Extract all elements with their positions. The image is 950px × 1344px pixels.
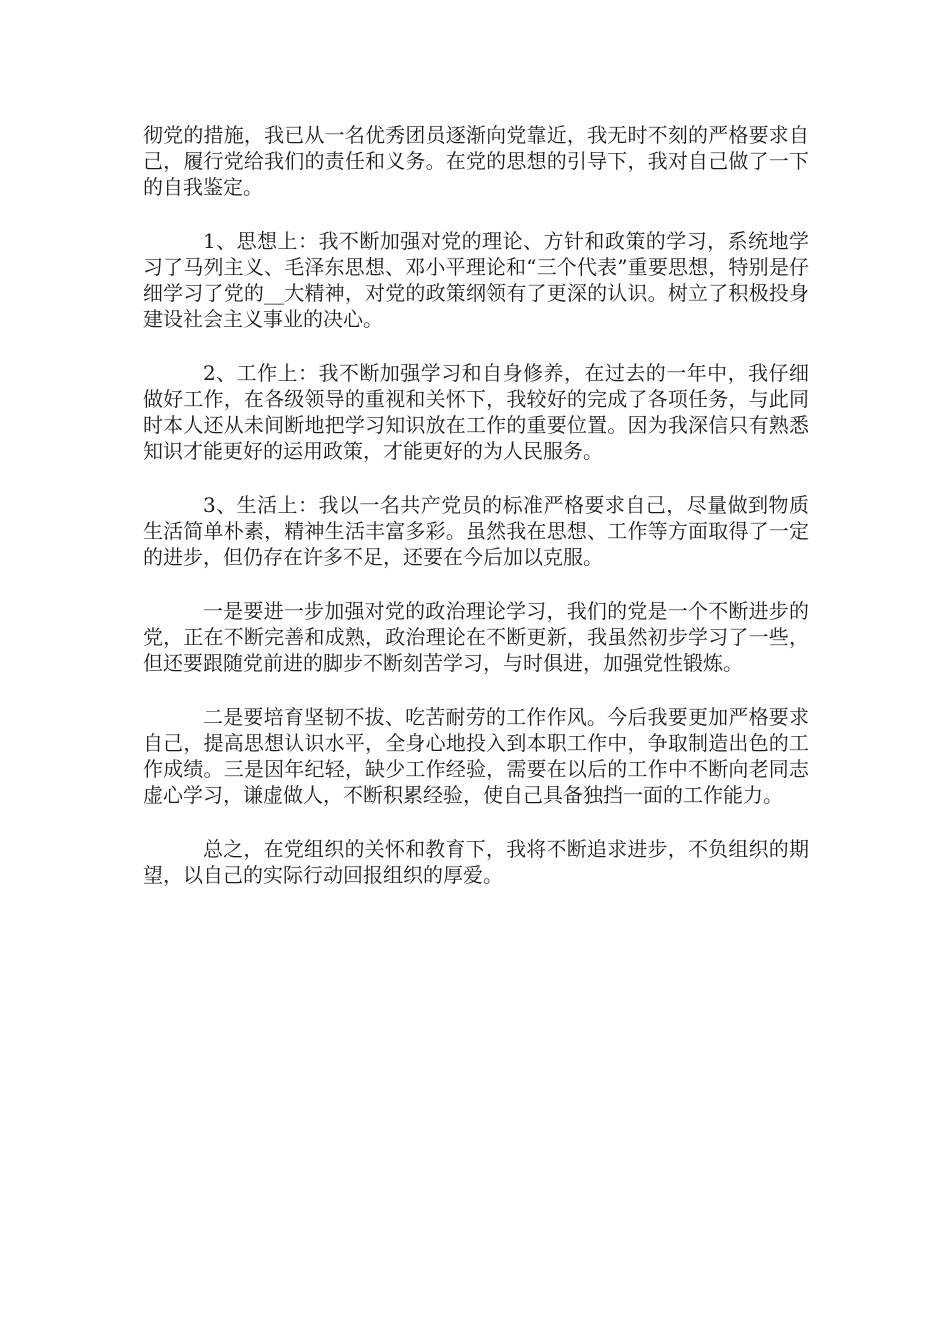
paragraph-life: 3、生活上：我以一名共产党员的标准严格要求自己，尽量做到物质生活简单朴素，精神生活丰富多彩。虽然我在思想、工作等方面取得了一定的进步，但仍存在许多不足，还要在今后加以克服。 bbox=[143, 493, 809, 569]
paragraph-improvement-one: 一是要进一步加强对党的政治理论学习，我们的党是一个不断进步的党，正在不断完善和成熟，政治理论在不断更新，我虽然初步学习了一些，但还要跟随党前进的脚步不断刻苦学习，与时俱进，加强党性锻炼。 bbox=[143, 599, 809, 675]
paragraph-thought: 1、思想上：我不断加强对党的理论、方针和政策的学习，系统地学习了马列主义、毛泽东思想、邓小平理论和“三个代表”重要思想，特别是仔细学习了党的__大精神，对党的政策纲领有了更深的认识。树立了积极投身建设社会主义事业的决心。 bbox=[143, 229, 809, 331]
paragraph-intro: 彻党的措施，我已从一名优秀团员逐渐向党靠近，我无时不刻的严格要求自己，履行党给我们的责任和义务。在党的思想的引导下，我对自己做了一下的自我鉴定。 bbox=[143, 123, 809, 199]
document-body bbox=[143, 122, 809, 916]
paragraph-improvement-two: 二是要培育坚韧不拔、吃苦耐劳的工作作风。今后我要更加严格要求自己，提高思想认识水平，全身心地投入到本职工作中，争取制造出色的工作成绩。三是因年纪轻，缺少工作经验，需要在以后的工作中不断向老同志虚心学习，谦虚做人，不断积累经验，使自己具备独挡一面的工作能力。 bbox=[143, 705, 809, 807]
paragraph-conclusion: 总之，在党组织的关怀和教育下，我将不断追求进步，不负组织的期望，以自己的实际行动回报组织的厚爱。 bbox=[143, 837, 809, 887]
paragraph-work: 2、工作上：我不断加强学习和自身修养，在过去的一年中，我仔细做好工作，在各级领导的重视和关怀下，我较好的完成了各项任务，与此同时本人还从未间断地把学习知识放在工作的重要位置。因为我深信只有熟悉知识才能更好的运用政策，才能更好的为人民服务。 bbox=[143, 361, 809, 463]
